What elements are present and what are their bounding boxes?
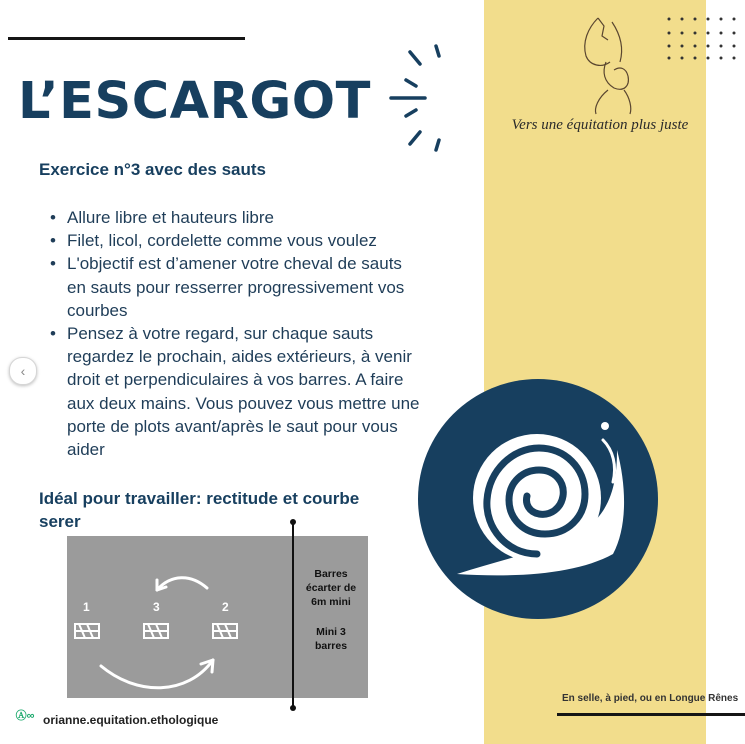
bullet-dot: • xyxy=(50,231,56,251)
dot-grid-icon xyxy=(665,15,737,61)
jump-number: 2 xyxy=(222,600,229,614)
page-title: L’ESCARGOT xyxy=(18,72,371,131)
bars-spacing-note: Barres écarter de 6m mini xyxy=(305,568,357,608)
arena-diagram xyxy=(67,536,368,698)
list-item xyxy=(50,252,420,322)
list-item xyxy=(50,206,420,229)
list-item-text: Filet, licol, cordelette comme vous voulez xyxy=(67,231,377,251)
list-item-text: Allure libre et hauteurs libre xyxy=(67,208,274,227)
burst-rays-icon xyxy=(388,40,448,160)
line-end-dot xyxy=(290,519,296,525)
list-item-text: Pensez à votre regard, sur chaque sauts regardez le prochain, aides extérieurs, à venir droit et perpendiculaires à vos barres. A faire aux deux mains. Vous pouvez vous mettre une porte de plots avant/après le saut pour vous aider xyxy=(67,324,420,460)
bullet-dot: • xyxy=(50,254,56,274)
barrier-icon xyxy=(144,624,168,638)
curved-arrow-icon xyxy=(101,660,213,688)
snail-icon xyxy=(417,378,659,620)
curved-arrow-icon xyxy=(157,578,207,590)
distance-line xyxy=(292,521,294,709)
bullet-dot: • xyxy=(50,324,56,344)
bars-count-note: Mini 3 barres xyxy=(314,626,348,652)
account-badge: Ⓐ∞ xyxy=(10,703,40,729)
list-item xyxy=(50,229,420,252)
exercise-subtitle: Exercice n°3 avec des sauts xyxy=(39,160,267,179)
ideal-heading: Idéal pour travailler: rectitude et courbe serer xyxy=(39,489,360,531)
horse-woman-logo-icon xyxy=(568,12,648,116)
jump-number: 3 xyxy=(153,600,160,614)
account-handle[interactable]: orianne.equitation.ethologique xyxy=(43,713,219,727)
footer-tagline: En selle, à pied, ou en Longue Rênes xyxy=(562,693,739,704)
top-rule xyxy=(8,37,245,40)
list-item xyxy=(50,322,420,461)
barrier-icon xyxy=(75,624,99,638)
bottom-rule xyxy=(557,713,745,716)
bullet-dot: • xyxy=(50,208,56,227)
barrier-icon xyxy=(213,624,237,638)
tagline: Vers une équitation plus juste xyxy=(511,117,689,133)
list-item-text: L'objectif est d’amener votre cheval de sauts en sauts pour resserrer progressivement vos courbes xyxy=(67,254,405,320)
jump-number: 1 xyxy=(83,600,90,614)
previous-button[interactable]: ‹ xyxy=(9,357,37,385)
bullet-list xyxy=(50,206,420,461)
line-end-dot xyxy=(290,705,296,711)
